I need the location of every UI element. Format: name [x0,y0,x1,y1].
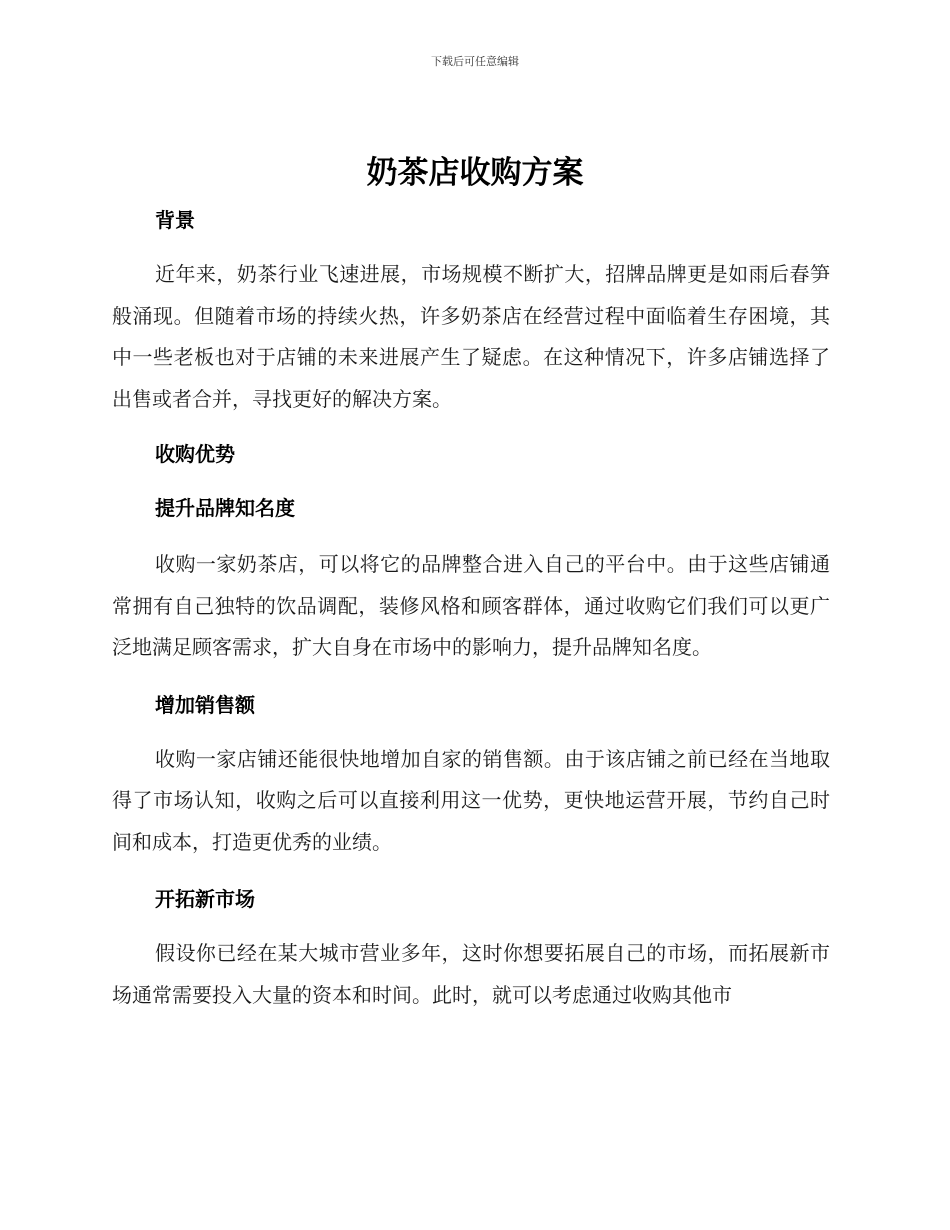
document-title: 奶茶店收购方案 [366,155,584,191]
document-body [112,200,830,1016]
section-heading-new-market: 开拓新市场 [155,887,255,911]
paragraph-background: 近年来，奶茶行业飞速进展，市场规模不断扩大，招牌品牌更是如雨后春笋般涌现。但随着市场的持续火热，许多奶茶店在经营过程中面临着生存困境，其中一些老板也对于店铺的未来进展产生了疑虑。在这种情况下，许多店铺选择了出售或者合并，寻找更好的解决方案。 [112,262,830,411]
section-heading-background: 背景 [155,208,195,232]
section-heading-increase-sales: 增加销售额 [155,692,255,717]
header-note: 下载后可任意编辑 [431,55,519,68]
paragraph-brand-awareness: 收购一家奶茶店，可以将它的品牌整合进入自己的平台中。由于这些店铺通常拥有自己独特的饮品调配，装修风格和顾客群体，通过收购它们我们可以更广泛地满足顾客需求，扩大自身在市场中的影响力，提升品牌知名度。 [112,552,830,659]
paragraph-increase-sales: 收购一家店铺还能很快地增加自家的销售额。由于该店铺之前已经在当地取得了市场认知，收购之后可以直接利用这一优势，更快地运营开展，节约自己时间和成本，打造更优秀的业绩。 [112,746,830,854]
section-heading-brand-awareness: 提升品牌知名度 [155,496,295,520]
paragraph-new-market: 假设你已经在某大城市营业多年，这时你想要拓展自己的市场，而拓展新市场通常需要投入大量的资本和时间。此时，就可以考虑通过收购其他市 [112,941,830,1007]
section-heading-advantages: 收购优势 [155,442,235,466]
